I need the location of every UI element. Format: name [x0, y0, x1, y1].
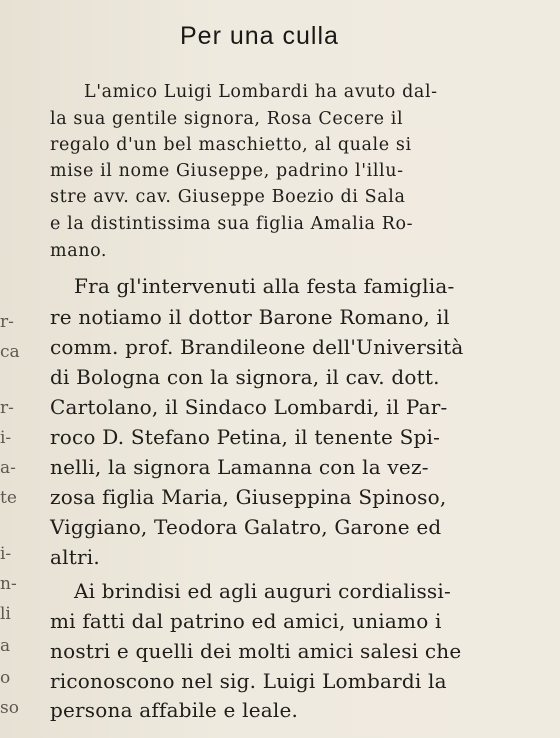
text-line: riconoscono nel sig. Luigi Lombardi la	[50, 669, 447, 693]
text-line: re notiamo il dottor Barone Romano, il	[50, 305, 450, 329]
text-line: roco D. Stefano Petina, il tenente Spi-	[50, 425, 441, 449]
article-title: Per una culla	[180, 22, 339, 50]
text-line: stre avv. cav. Giuseppe Boezio di Sala	[50, 187, 406, 207]
fragment-text: i-	[0, 544, 12, 564]
text-line: mi fatti dal patrino ed amici, uniamo i	[50, 609, 442, 633]
text-line: comm. prof. Brandileone dell'Università	[50, 335, 464, 359]
text-line: zosa figlia Maria, Giuseppina Spinoso,	[50, 485, 447, 509]
text-line: Fra gl'intervenuti alla festa famiglia-	[74, 274, 455, 298]
text-line: nelli, la signora Lamanna con la vez-	[50, 455, 429, 479]
text-line: mano.	[50, 241, 108, 261]
fragment-text: a-	[0, 458, 16, 478]
text-line: regalo d'un bel maschietto, al quale si	[50, 135, 412, 155]
text-line: la sua gentile signora, Rosa Cecere il	[50, 109, 404, 129]
fragment-text: li	[0, 604, 11, 624]
fragment-text: o	[0, 668, 11, 688]
text-line: Viggiano, Teodora Galatro, Garone ed	[50, 515, 442, 539]
text-line: Cartolano, il Sindaco Lombardi, il Par-	[50, 395, 448, 419]
text-line: nostri e quelli dei molti amici salesi che	[50, 639, 462, 663]
text-line: L'amico Luigi Lombardi ha avuto dal-	[84, 82, 438, 102]
fragment-text: i-	[0, 428, 12, 448]
text-line: Ai brindisi ed agli auguri cordialissi-	[74, 579, 451, 603]
fragment-text: so	[0, 698, 19, 718]
fragment-text: a	[0, 636, 11, 656]
text-line: persona affabile e leale.	[50, 698, 299, 722]
text-line: e la distintissima sua figlia Amalia Ro-	[50, 214, 414, 234]
text-line: altri.	[50, 545, 100, 569]
fragment-text: n-	[0, 574, 17, 594]
text-line: di Bologna con la signora, il cav. dott.	[50, 365, 440, 389]
text-line: mise il nome Giuseppe, padrino l'illu-	[50, 161, 404, 181]
fragment-text: ca	[0, 342, 20, 362]
fragment-text: r-	[0, 312, 14, 332]
fragment-text: r-	[0, 398, 14, 418]
fragment-text: te	[0, 488, 17, 508]
